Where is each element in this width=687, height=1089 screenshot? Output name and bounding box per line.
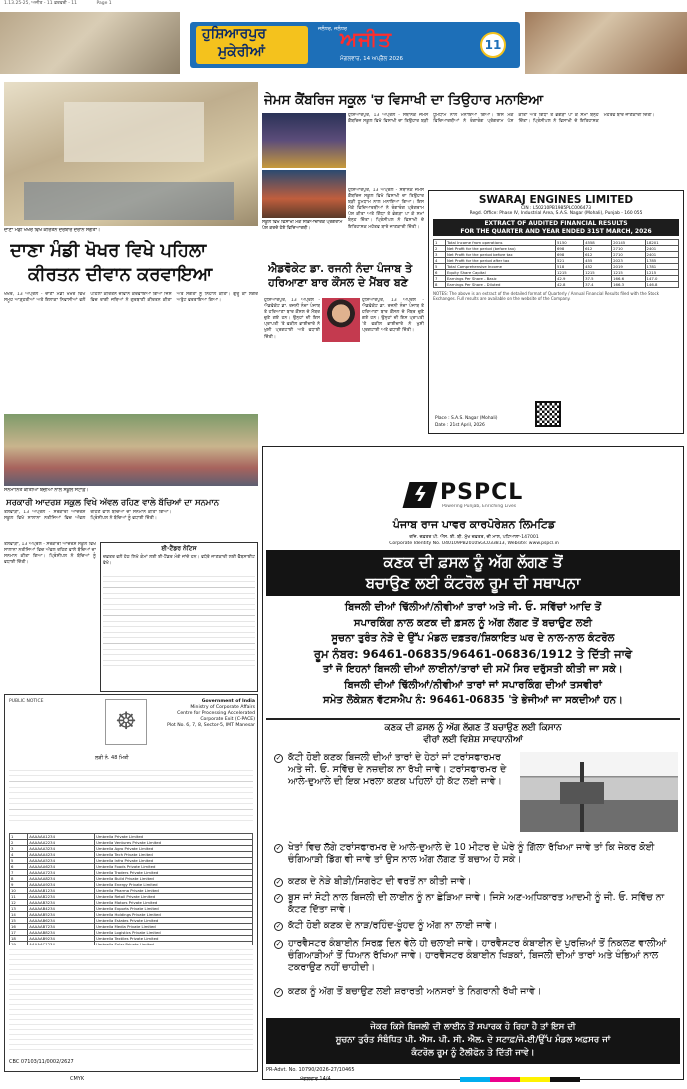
masthead-city2: ਮੁਕੇਰੀਆਂ <box>218 44 265 60</box>
pspcl-bullet-text: ਖੇਤਾਂ ਵਿਚ ਲੱਗੇ ਟਰਾਂਸਫਾਰਮਰ ਦੇ ਆਲੇ-ਦੁਆਲੇ ਦੇ 10 ਮੀਟਰ ਦੇ ਘੇਰੇ ਨੂੰ ਗਿੱਲਾ ਰੱਖਿਆ ਜਾਵੇ ਤਾਂ ਕਿ ਜੇਕਰ ਕੋਈ ਚੰਗਿਆੜੀ ਡਿੱਗ ਵੀ ਜਾਵੇ ਤਾਂ ਉਸ ਨਾਲ ਅੱਗ ਲੱਗਣ ਤੋਂ ਬਚਾਅ ਹੋ ਸਕੇ। <box>288 842 655 865</box>
swaraj-ad <box>428 190 684 434</box>
govt-table-cell: 17 <box>10 930 28 936</box>
govt-table-cell: Umbrella Exports Private Limited <box>95 906 253 912</box>
swaraj-cell: 5150 <box>556 240 584 246</box>
page-number: 11 <box>480 32 506 58</box>
pspcl-p5: ਤਾਂ ਜੋ ਇਹਨਾਂ ਬਿਜਲੀ ਦੀਆਂ ਲਾਈਨਾਂ/ਤਾਰਾਂ ਦੀ ਸਮੇਂ ਸਿਰ ਦਰੁੱਸਤੀ ਕੀਤੀ ਜਾ ਸਕੇ। <box>323 664 623 675</box>
swaraj-title: SWARAJ ENGINES LIMITED <box>478 194 634 206</box>
swaraj-cell: 6 <box>434 270 446 276</box>
james-body-cont: ਹੁਸ਼ਿਆਰਪੁਰ, 13 ਅਪ੍ਰੈਲ - ਸਥਾਨਕ ਜੇਮਸ ਕੈਂਬਰਿਜ ਸਕੂਲ ਵਿਖੇ ਵਿਸਾਖੀ ਦਾ ਤਿਉਹਾਰ ਬੜੀ ਧੂਮਧਾਮ ਨਾਲ ਮਨਾਇਆ ਗਿਆ। ਇਸ ਮੌਕੇ ਵਿਦਿਆਰਥੀਆਂ ਨੇ ਰੰਗਾਰੰਗ ਪ੍ਰੋਗਰਾਮ ਪੇਸ਼ ਕੀਤਾ ਅਤੇ ਗਿੱਧਾ ਤੇ ਭੰਗੜਾ ਪਾ ਕੇ ਸਮਾਂ ਬੰਨ੍ਹ ਦਿੱਤਾ। ਪ੍ਰਿੰਸੀਪਲ ਨੇ ਵਿਸਾਖੀ ਦੇ ਇਤਿਹਾਸਕ ਮਹੱਤਵ ਬਾਰੇ ਜਾਣਕਾਰੀ ਦਿੱਤੀ। <box>348 188 424 230</box>
govt-table-cell: Umbrella Textiles Private Limited <box>95 936 253 942</box>
pspcl-logo-mark: ϟ <box>403 482 438 508</box>
etender-body: ਦਫ਼ਤਰ ਵਲੋਂ ਹੇਠ ਲਿਖੇ ਕੰਮਾਂ ਲਈ ਈ-ਟੈਂਡਰ ਮੰਗੇ ਜਾਂਦੇ ਹਨ। ਵਧੇਰੇ ਜਾਣਕਾਰੀ ਲਈ ਵੈੱਬਸਾਈਟ ਵੇਖੋ। <box>103 555 255 567</box>
school-caption: ਸਨਮਾਨਿਤ ਕੀਤੀਆਂ ਬੱਚੀਆਂ ਨਾਲ ਸਕੂਲ ਸਟਾਫ਼। <box>4 488 89 493</box>
govt-title: Government of India <box>201 699 255 704</box>
govt-table-cell: 18 <box>10 936 28 942</box>
page-mark: Page 1 <box>96 1 112 6</box>
govt-table-cell: 6 <box>10 864 28 870</box>
govt-table-cell: Umbrella Build Private Limited <box>95 876 253 882</box>
kirtan-headline-1: ਦਾਣਾ ਮੰਡੀ ਖੋਖਰ ਵਿਖੇ ਪਹਿਲਾ <box>10 240 207 261</box>
kirtan-headline-2: ਕੀਰਤਨ ਦੀਵਾਨ ਕਰਵਾਇਆ <box>28 264 213 285</box>
advocate-headline-1: ਐਡਵੋਕੇਟ ਡਾ. ਰਜਨੀ ਨੰਦਾ ਪੰਜਾਬ ਤੇ <box>268 262 413 275</box>
swaraj-cell: 37.5 <box>584 276 612 282</box>
swaraj-cell: Net Profit for the period before tax <box>446 252 556 258</box>
govt-ref: ਲੜੀ ਨੰ. 48 ਮਿਤੀ <box>95 755 129 761</box>
govt-table-cell: AAAAAB1234 <box>28 888 95 894</box>
swaraj-cell: Total Comprehensive Income <box>446 264 556 270</box>
govt-table-cell: Umbrella Pharma Private Limited <box>95 888 253 894</box>
bottom-center: ਮੰਗਲਵਾਰ 14/4 <box>300 1076 331 1082</box>
swaraj-cell: 452 <box>584 264 612 270</box>
swaraj-cell: 7 <box>434 276 446 282</box>
masthead-photo-right <box>525 12 687 74</box>
check-icon: ✓ <box>275 754 282 762</box>
govt-table-cell: Umbrella Retail Private Limited <box>95 894 253 900</box>
swaraj-cell: Net Profit for the period (before tax) <box>446 246 556 252</box>
govt-table-cell: Umbrella Ventures Private Limited <box>95 840 253 846</box>
james-headline: ਜੇਮਸ ਕੈਂਬਰਿਜ ਸਕੂਲ 'ਚ ਵਿਸਾਖੀ ਦਾ ਤਿਉਹਾਰ ਮਨਾਇਆ <box>264 92 543 108</box>
govt-table-cell: 9 <box>10 882 28 888</box>
swaraj-cell: 2710 <box>612 252 645 258</box>
pspcl-footer-band <box>266 1018 680 1064</box>
govt-table-cell: 10 <box>10 888 28 894</box>
govt-table-cell: 3 <box>10 846 28 852</box>
pspcl-banner-1: ਕਣਕ ਦੀ ਫ਼ਸਲ ਨੂੰ ਅੱਗ ਲੱਗਣ ਤੋਂ <box>383 553 563 571</box>
swaraj-results-table <box>433 239 679 288</box>
swaraj-cell: 4 <box>434 258 446 264</box>
govt-table-cell: AAAAAA8234 <box>28 876 95 882</box>
swaraj-addr: Regd. Office: Phase IV, Industrial Area, S.A.S. Nagar (Mohali), Punjab - 160 055 <box>469 211 643 216</box>
govt-table-cell: 12 <box>10 900 28 906</box>
pspcl-bullet-text: ਹਾਰਵੈਸਟਰ ਕੰਬਾਈਨ ਸਿਰਫ਼ ਦਿਨ ਵੇਲੇ ਹੀ ਚਲਾਈ ਜਾਵੇ। ਹਾਰਵੈਸਟਰ ਕੰਬਾਈਨ ਦੇ ਪੁਰਜ਼ਿਆਂ ਤੋਂ ਨਿਕਲਣ ਵਾਲੀਆਂ ਚੰਗਿਆੜੀਆਂ ਤੋਂ ਧਿਆਨ ਰੱਖਿਆ ਜਾਵੇ। ਹਾਰਵੈਸਟਰ ਕੰਬਾਈਨ ਖਿੜਕਾਂ, ਬਿਜਲੀ ਦੀਆਂ ਤਾਰਾਂ ਅਤੇ ਖੰਭਿਆਂ ਨਾਲ ਟਕਰਾਉਣ ਨਹੀਂ ਚਾਹੀਦੀ। <box>288 938 667 973</box>
govt-table-cell: AAAAAA6234 <box>28 864 95 870</box>
swaraj-cell: 8 <box>434 282 446 288</box>
govt-table-cell: AAAAAB7234 <box>28 924 95 930</box>
swaraj-cell: 612 <box>584 246 612 252</box>
govt-table-cell: Umbrella Private Limited <box>95 834 253 840</box>
slug-text: 1.13.25-25, ਅਜੀਤ - 11 ਫ਼ਰਵਰੀ - 11 <box>4 1 77 6</box>
kirtan-body: ਖੋਖਰ, 13 ਅਪ੍ਰੈਲ - ਦਾਣਾ ਮੰਡੀ ਖੋਖਰ ਵਿਖੇ ਸਮੂਹ ਆੜ੍ਹਤੀਆਂ ਅਤੇ ਇਲਾਕਾ ਨਿਵਾਸੀਆਂ ਵਲੋਂ ਪਹਿਲਾ ਕੀਰਤਨ ਦੀਵਾਨ ਕਰਵਾਇਆ ਗਿਆ ਜਿਸ ਵਿਚ ਰਾਗੀ ਜਥਿਆਂ ਨੇ ਗੁਰਬਾਣੀ ਕੀਰਤਨ ਕੀਤਾ ਅਤੇ ਸੰਗਤਾਂ ਨੂੰ ਨਿਹਾਲ ਕੀਤਾ। ਗੁਰੂ ਕਾ ਲੰਗਰ ਅਤੁੱਟ ਵਰਤਾਇਆ ਗਿਆ। <box>4 292 258 304</box>
swaraj-cell: 3 <box>434 252 446 258</box>
kirtan-caption: ਦਾਣਾ ਮੰਡੀ ਖੋਖਰ ਵਿਖੇ ਕੀਰਤਨ ਦਰਬਾਰ ਦੌਰਾਨ ਸੰਗਤਾਂ। <box>4 228 101 233</box>
swaraj-cin: CIN : L50210PB1985PLC006473 <box>520 206 592 211</box>
govt-table-cell: AAAAAA2234 <box>28 840 95 846</box>
govt-table-wrap <box>9 833 253 948</box>
masthead-photo-left <box>0 12 180 74</box>
kirtan-photo <box>4 82 258 226</box>
swaraj-cell: Earnings Per Share - Basic <box>446 276 556 282</box>
pspcl-p2: ਸਪਾਰਕਿੰਗ ਨਾਲ ਕਣਕ ਦੀ ਫ਼ਸਲ ਨੂੰ ਅੱਗ ਲੱਗਣ ਤੋਂ ਬਚਾਉਣ ਲਈ <box>353 617 593 629</box>
govt-table-cell: 1 <box>10 834 28 840</box>
check-icon: ✓ <box>275 988 282 996</box>
govt-table-cell: Umbrella Agro Private Limited <box>95 846 253 852</box>
pspcl-banner-2: ਬਚਾਉਣ ਲਈ ਕੰਟਰੋਲ ਰੂਮ ਦੀ ਸਥਾਪਨਾ <box>365 574 581 592</box>
govt-table-cell: AAAAAB6234 <box>28 918 95 924</box>
swaraj-cell: 1 <box>434 240 446 246</box>
pspcl-p6: ਬਿਜਲੀ ਦੀਆਂ ਢਿੱਲੀਆਂ/ਨੀਵੀਆਂ ਤਾਰਾਂ ਜਾਂ ਸਪਾਰਕਿੰਗ ਦੀਆਂ ਤਸਵੀਰਾਂ <box>344 679 602 691</box>
advocate-headline-2: ਹਰਿਆਣਾ ਬਾਰ ਕੌਂਸਲ ਦੇ ਮੈਂਬਰ ਬਣੇ <box>268 276 408 289</box>
swaraj-cell: 1215 <box>612 270 645 276</box>
masthead-date: ਮੰਗਲਵਾਰ, 14 ਅਪ੍ਰੈਲ 2026 <box>340 56 403 62</box>
govt-table-cell: AAAAAB2234 <box>28 894 95 900</box>
swaraj-cell: 698 <box>556 246 584 252</box>
pspcl-pr-number: PR-Advt. No. 10790/2026-27/10465 <box>266 1067 355 1073</box>
swaraj-notes: NOTES: The above is an extract of the detailed format of Quarterly / Annual Financial Results filed with the Stock Exchanges. Full results are available on the website of the Company. <box>433 291 659 302</box>
masthead-sub: ਜਲੰਧਰ, ਜਲੰਧਰ <box>318 26 347 32</box>
govt-table-cell: 2 <box>10 840 28 846</box>
govt-table-cell: 8 <box>10 876 28 882</box>
advocate-body-1: ਹੁਸ਼ਿਆਰਪੁਰ, 13 ਅਪ੍ਰੈਲ - ਐਡਵੋਕੇਟ ਡਾ. ਰਜਨੀ ਨੰਦਾ ਪੰਜਾਬ ਤੇ ਹਰਿਆਣਾ ਬਾਰ ਕੌਂਸਲ ਦੇ ਮੈਂਬਰ ਚੁਣੇ ਗਏ ਹਨ। ਉਨ੍ਹਾਂ ਦੀ ਇਸ ਪ੍ਰਾਪਤੀ 'ਤੇ ਵਕੀਲ ਭਾਈਚਾਰੇ ਨੇ ਖੁਸ਼ੀ ਪ੍ਰਗਟਾਈ ਅਤੇ ਵਧਾਈ ਦਿੱਤੀ। <box>264 298 320 340</box>
swaraj-cell: 1215 <box>645 270 678 276</box>
pspcl-p7: ਸਮੇਤ ਲੋਕੇਸ਼ਨ ਵੱਟਸਐਪ ਨੰ: 96461-06835 'ਤੇ ਭੇਜੀਆਂ ਜਾ ਸਕਦੀਆਂ ਹਨ। <box>323 695 623 706</box>
check-icon: ✓ <box>275 922 282 930</box>
pspcl-bullet-text: ਕੱਟੀ ਹੋਈ ਕਣਕ ਬਿਜਲੀ ਦੀਆਂ ਤਾਰਾਂ ਦੇ ਹੇਠਾਂ ਜਾਂ ਟਰਾਂਸਫਾਰਮਰ ਅਤੇ ਜੀ. ਓ. ਸਵਿੱਚ ਦੇ ਨਜ਼ਦੀਕ ਨਾ ਰੱਖੀ ਜਾਵੇ। ਟਰਾਂਸਫਾਰਮਰ ਦੇ ਆਲੇ-ਦੁਆਲੇ ਦੀ ਇਕ ਮਰਲਾ ਕਣਕ ਪਹਿਲਾਂ ਹੀ ਕੱਟ ਲਈ ਜਾਵੇ। <box>288 752 507 787</box>
swaraj-cell: 147.0 <box>645 276 678 282</box>
left-continuation-column: ਤਲਵਾੜਾ, 13 ਅਪ੍ਰੈਲ - ਸਰਕਾਰੀ ਆਦਰਸ਼ ਸਕੂਲ ਵਿਖੇ ਸਾਲਾਨਾ ਨਤੀਜਿਆਂ ਵਿਚ ਅੱਵਲ ਰਹਿਣ ਵਾਲੇ ਬੱਚਿਆਂ ਦਾ ਸਨਮਾਨ ਕੀਤਾ ਗਿਆ। ਪ੍ਰਿੰਸੀਪਲ ਨੇ ਬੱਚਿਆਂ ਨੂੰ ਵਧਾਈ ਦਿੱਤੀ। <box>4 542 96 566</box>
govt-table-cell: Umbrella Logistics Private Limited <box>95 930 253 936</box>
swaraj-cell: 1215 <box>584 270 612 276</box>
cmyk-label: CMYK <box>70 1076 85 1082</box>
pspcl-sub-heading <box>266 718 680 746</box>
swaraj-cell: 2401 <box>645 252 678 258</box>
swaraj-cell: 1785 <box>645 258 678 264</box>
govt-line-1: Ministry of Corporate Affairs <box>190 705 255 710</box>
pspcl-bullet-text: ਬੂਸ ਜਾਂ ਸੋਟੀ ਨਾਲ ਬਿਜਲੀ ਦੀ ਲਾਈਨ ਨੂੰ ਨਾ ਛੇੜਿਆ ਜਾਵੇ। ਜਿਸੇ ਅਣ-ਅਧਿਕਾਰਤ ਆਦਮੀ ਨੂੰ ਜੀ. ਓ. ਸਵਿੱਚ ਨਾ ਕੱਟਣ ਦਿੱਤਾ ਜਾਵੇ। <box>288 892 665 915</box>
swaraj-row <box>434 282 679 288</box>
masthead-paper: ਅਜੀਤ <box>340 27 393 51</box>
govt-table-cell: 7 <box>10 870 28 876</box>
govt-table-cell: Umbrella Traders Private Limited <box>95 870 253 876</box>
govt-table-cell: Umbrella Infra Private Limited <box>95 858 253 864</box>
swaraj-cell: 698 <box>556 252 584 258</box>
govt-table-cell: Umbrella Energy Private Limited <box>95 882 253 888</box>
pspcl-sub-2: ਵੀਰਾਂ ਲਈ ਵਿਸ਼ੇਸ਼ ਸਾਵਧਾਨੀਆਂ <box>423 735 523 745</box>
advocate-body-2: ਹੁਸ਼ਿਆਰਪੁਰ, 13 ਅਪ੍ਰੈਲ - ਐਡਵੋਕੇਟ ਡਾ. ਰਜਨੀ ਨੰਦਾ ਪੰਜਾਬ ਤੇ ਹਰਿਆਣਾ ਬਾਰ ਕੌਂਸਲ ਦੇ ਮੈਂਬਰ ਚੁਣੇ ਗਏ ਹਨ। ਉਨ੍ਹਾਂ ਦੀ ਇਸ ਪ੍ਰਾਪਤੀ 'ਤੇ ਵਕੀਲ ਭਾਈਚਾਰੇ ਨੇ ਖੁਸ਼ੀ ਪ੍ਰਗਟਾਈ ਅਤੇ ਵਧਾਈ ਦਿੱਤੀ। <box>362 298 424 334</box>
swaraj-cell: 518 <box>556 264 584 270</box>
masthead <box>190 22 520 68</box>
swaraj-cell: 2019 <box>612 264 645 270</box>
govt-table-cell: 14 <box>10 912 28 918</box>
govt-table-cell: Umbrella Foods Private Limited <box>95 864 253 870</box>
check-icon: ✓ <box>275 894 282 902</box>
swaraj-cell: 42.8 <box>556 282 584 288</box>
govt-line-4: Plot No. 6, 7, 8, Sector-5, IMT Manesar <box>167 723 255 728</box>
govt-table-cell: 4 <box>10 852 28 858</box>
transformer-photo <box>520 752 678 832</box>
govt-table-cell: AAAAAA9234 <box>28 882 95 888</box>
qr-code <box>535 401 561 427</box>
swaraj-cell: 2401 <box>645 246 678 252</box>
govt-table-cell: AAAAAA7234 <box>28 870 95 876</box>
swaraj-cell: Total Income from operations <box>446 240 556 246</box>
etender-notice <box>100 542 258 692</box>
govt-table-cell: AAAAAB5234 <box>28 912 95 918</box>
masthead-city1: ਹੁਸ਼ਿਆਰਪੁਰ <box>202 26 267 42</box>
swaraj-cell: 1781 <box>645 264 678 270</box>
govt-left-block <box>9 699 89 749</box>
school-headline: ਸਰਕਾਰੀ ਆਦਰਸ਼ ਸਕੂਲ ਵਿਖੇ ਅੱਵਲ ਰਹਿਣ ਵਾਲੇ ਬੱਚਿਆਂ ਦਾ ਸਨਮਾਨ <box>6 497 219 507</box>
pspcl-footer-1: ਜੇਕਰ ਕਿਸੇ ਬਿਜਲੀ ਦੀ ਲਾਈਨ ਤੋਂ ਸਪਾਰਕ ਹੋ ਰਿਹਾ ਹੈ ਤਾਂ ਇਸ ਦੀ <box>370 1022 576 1032</box>
govt-table-cell: AAAAAB8234 <box>28 930 95 936</box>
check-icon: ✓ <box>275 878 282 886</box>
govt-table-cell: AAAAAA1234 <box>28 834 95 840</box>
pspcl-banner <box>266 550 680 596</box>
govt-table-cell: Umbrella Holdings Private Limited <box>95 912 253 918</box>
swaraj-cell: 455 <box>584 258 612 264</box>
swaraj-cell: Earnings Per Share - Diluted <box>446 282 556 288</box>
govt-table-cell: AAAAAA5234 <box>28 858 95 864</box>
swaraj-cell: 166.3 <box>612 282 645 288</box>
swaraj-cell: 37.4 <box>584 282 612 288</box>
pspcl-addr: ਰਜਿ. ਦਫ਼ਤਰ ਪੀ. ਐਸ. ਈ. ਬੀ. ਮੁੱਖ ਦਫ਼ਤਰ, ਦੀ ਮਾਲ, ਪਟਿਆਲਾ-147001 <box>409 535 539 540</box>
pspcl-tagline: Powering Punjab, Enriching Lives <box>442 504 517 509</box>
govt-line-2: Centre for Processing Accelerated <box>177 711 255 716</box>
pspcl-p1: ਬਿਜਲੀ ਦੀਆਂ ਢਿੱਲੀਆਂ/ਨੀਵੀਆਂ ਤਾਰਾਂ ਅਤੇ ਜੀ. ਓ. ਸਵਿੱਚਾਂ ਆਦਿ ਤੋਂ <box>344 602 602 613</box>
pspcl-bullet-text: ਕੱਟੀ ਹੋਈ ਕਣਕ ਦੇ ਨਾੜ/ਰਹਿੰਦ-ਖੂੰਹਦ ਨੂੰ ਅੱਗ ਨਾ ਲਾਈ ਜਾਵੇ। <box>288 920 498 931</box>
swaraj-cell: 18201 <box>645 240 678 246</box>
check-icon: ✓ <box>275 940 282 948</box>
pspcl-footer-3: ਕੰਟਰੋਲ ਰੂਮ ਨੂੰ ਟੈਲੀਫੋਨ ਤੇ ਦਿੱਤੀ ਜਾਵੇ। <box>411 1048 535 1058</box>
govt-table-cell: AAAAAB4234 <box>28 906 95 912</box>
govt-table-cell: 16 <box>10 924 28 930</box>
govt-table-cell: 5 <box>10 858 28 864</box>
swaraj-cell: 612 <box>584 252 612 258</box>
swaraj-banner-2: FOR THE QUARTER AND YEAR ENDED 31ST MARCH, 2026 <box>460 227 652 235</box>
swaraj-date: Date : 21st April, 2026 <box>435 423 485 428</box>
govt-table-cell: 13 <box>10 906 28 912</box>
pspcl-org: ਪੰਜਾਬ ਰਾਜ ਪਾਵਰ ਕਾਰਪੋਰੇਸ਼ਨ ਲਿਮਟਿਡ <box>392 518 556 531</box>
pspcl-brand: PSPCL <box>440 480 524 505</box>
pspcl-para <box>266 600 680 709</box>
govt-table-cell: Umbrella Tech Private Limited <box>95 852 253 858</box>
govt-table-cell: AAAAAB3234 <box>28 900 95 906</box>
pspcl-sub-1: ਕਣਕ ਦੀ ਫ਼ਸਲ ਨੂੰ ਅੱਗ ਲੱਗਣ ਤੋਂ ਬਚਾਉਣ ਲਈ ਕਿਸਾਨ <box>384 723 562 733</box>
govt-table-cell: Umbrella Motors Private Limited <box>95 900 253 906</box>
govt-table-cell: 11 <box>10 894 28 900</box>
pspcl-bullet-text: ਕਣਕ ਦੇ ਨੇੜੇ ਬੀੜੀ/ਸਿਗਰੇਟ ਦੀ ਵਰਤੋਂ ਨਾ ਕੀਤੀ ਜਾਵੇ। <box>288 876 472 887</box>
govt-table-cell: AAAAAA4234 <box>28 852 95 858</box>
govt-table-cell: 15 <box>10 918 28 924</box>
swaraj-cell: 5 <box>434 264 446 270</box>
pspcl-footer-2: ਸੂਚਨਾ ਤੁਰੰਤ ਸੰਬੰਧਿਤ ਪੀ. ਐਸ. ਪੀ. ਸੀ. ਐਲ. ਦੇ ਸਟਾਫ਼/ਜੇ.ਈ/ਉੱਪ ਮੰਡਲ ਅਫ਼ਸਰ ਜਾਂ <box>335 1035 611 1045</box>
govt-table-cell: AAAAAA3234 <box>28 846 95 852</box>
govt-table-cell: Umbrella Media Private Limited <box>95 924 253 930</box>
swaraj-cell: 166.6 <box>612 276 645 282</box>
etender-title: ਈ-ਟੈਂਡਰ ਨੋਟਿਸ <box>161 545 197 552</box>
color-bar <box>460 1077 580 1082</box>
swaraj-banner-1: EXTRACT OF AUDITED FINANCIAL RESULTS <box>484 220 628 227</box>
swaraj-cell: 2023 <box>612 258 645 264</box>
pspcl-cin: Corporate Identity No. U40109PB2010SGC033813, Website: www.pspcl.in <box>389 541 559 546</box>
govt-subject: PUBLIC NOTICE <box>9 699 44 704</box>
govt-table-cell: Umbrella Estates Private Limited <box>95 918 253 924</box>
james-photo-1 <box>262 113 346 168</box>
govt-notice <box>4 694 258 1072</box>
swaraj-cell: 20145 <box>612 240 645 246</box>
swaraj-cell: 2 <box>434 246 446 252</box>
james-caption: ਸਕੂਲ ਵਿਖੇ ਵਿਸਾਖੀ ਮੌਕੇ ਸਭਿਆਚਾਰਕ ਪ੍ਰੋਗਰਾਮ ਪੇਸ਼ ਕਰਦੇ ਹੋਏ ਵਿਦਿਆਰਥੀ। <box>262 220 343 231</box>
school-photo <box>4 414 258 486</box>
pspcl-p4: ਰੂਮ ਨੰਬਰ: 96461-06835/96461-06836/1912 ਤੇ ਦਿੱਤੀ ਜਾਵੇ <box>313 646 633 661</box>
top-slug-strip <box>0 0 687 8</box>
swaraj-place: Place : S.A.S. Nagar (Mohali) <box>435 416 498 421</box>
advocate-portrait <box>322 298 360 342</box>
swaraj-cell: Equity Share Capital <box>446 270 556 276</box>
swaraj-cell: 521 <box>556 258 584 264</box>
govt-company-table <box>9 833 253 948</box>
swaraj-cell: 4558 <box>584 240 612 246</box>
govt-table-cell: AAAAAB9234 <box>28 936 95 942</box>
govt-line-3: Corporate Exit (C-PACE) <box>200 717 255 722</box>
school-body: ਤਲਵਾੜਾ, 13 ਅਪ੍ਰੈਲ - ਸਰਕਾਰੀ ਆਦਰਸ਼ ਸਕੂਲ ਵਿਖੇ ਸਾਲਾਨਾ ਨਤੀਜਿਆਂ ਵਿਚ ਅੱਵਲ ਰਹਿਣ ਵਾਲੇ ਬੱਚਿਆਂ ਦਾ ਸਨਮਾਨ ਕੀਤਾ ਗਿਆ। ਪ੍ਰਿੰਸੀਪਲ ਨੇ ਬੱਚਿਆਂ ਨੂੰ ਵਧਾਈ ਦਿੱਤੀ। <box>4 510 172 522</box>
swaraj-cell: 146.8 <box>645 282 678 288</box>
james-body: ਹੁਸ਼ਿਆਰਪੁਰ, 13 ਅਪ੍ਰੈਲ - ਸਥਾਨਕ ਜੇਮਸ ਕੈਂਬਰਿਜ ਸਕੂਲ ਵਿਖੇ ਵਿਸਾਖੀ ਦਾ ਤਿਉਹਾਰ ਬੜੀ ਧੂਮਧਾਮ ਨਾਲ ਮਨਾਇਆ ਗਿਆ। ਇਸ ਮੌਕੇ ਵਿਦਿਆਰਥੀਆਂ ਨੇ ਰੰਗਾਰੰਗ ਪ੍ਰੋਗਰਾਮ ਪੇਸ਼ ਕੀਤਾ ਅਤੇ ਗਿੱਧਾ ਤੇ ਭੰਗੜਾ ਪਾ ਕੇ ਸਮਾਂ ਬੰਨ੍ਹ ਦਿੱਤਾ। ਪ੍ਰਿੰਸੀਪਲ ਨੇ ਵਿਸਾਖੀ ਦੇ ਇਤਿਹਾਸਕ ਮਹੱਤਵ ਬਾਰੇ ਜਾਣਕਾਰੀ ਦਿੱਤੀ। <box>348 113 655 125</box>
check-icon: ✓ <box>275 844 282 852</box>
pspcl-bullet-text: ਕਣਕ ਨੂੰ ਅੱਗ ਤੋਂ ਬਚਾਉਣ ਲਈ ਸ਼ਰਾਰਤੀ ਅਨਸਰਾਂ ਤੇ ਨਿਗਰਾਨੀ ਰੱਖੀ ਜਾਵੇ। <box>288 986 542 997</box>
pspcl-p3: ਸੂਚਨਾ ਤੁਰੰਤ ਨੇੜੇ ਦੇ ਉੱਪ ਮੰਡਲ ਦਫ਼ਤਰ/ਸ਼ਿਕਾਇਤ ਘਰ ਦੇ ਨਾਲ-ਨਾਲ ਕੰਟਰੋਲ <box>331 633 615 644</box>
swaraj-cell: 1215 <box>556 270 584 276</box>
swaraj-cell: 42.9 <box>556 276 584 282</box>
govt-footer: CBC 07103/11/0002/2627 <box>9 1059 74 1065</box>
james-photo-2 <box>262 170 346 218</box>
emblem-icon: ☸ <box>105 699 147 745</box>
swaraj-cell: Net Profit for the period after tax <box>446 258 556 264</box>
swaraj-cell: 2710 <box>612 246 645 252</box>
